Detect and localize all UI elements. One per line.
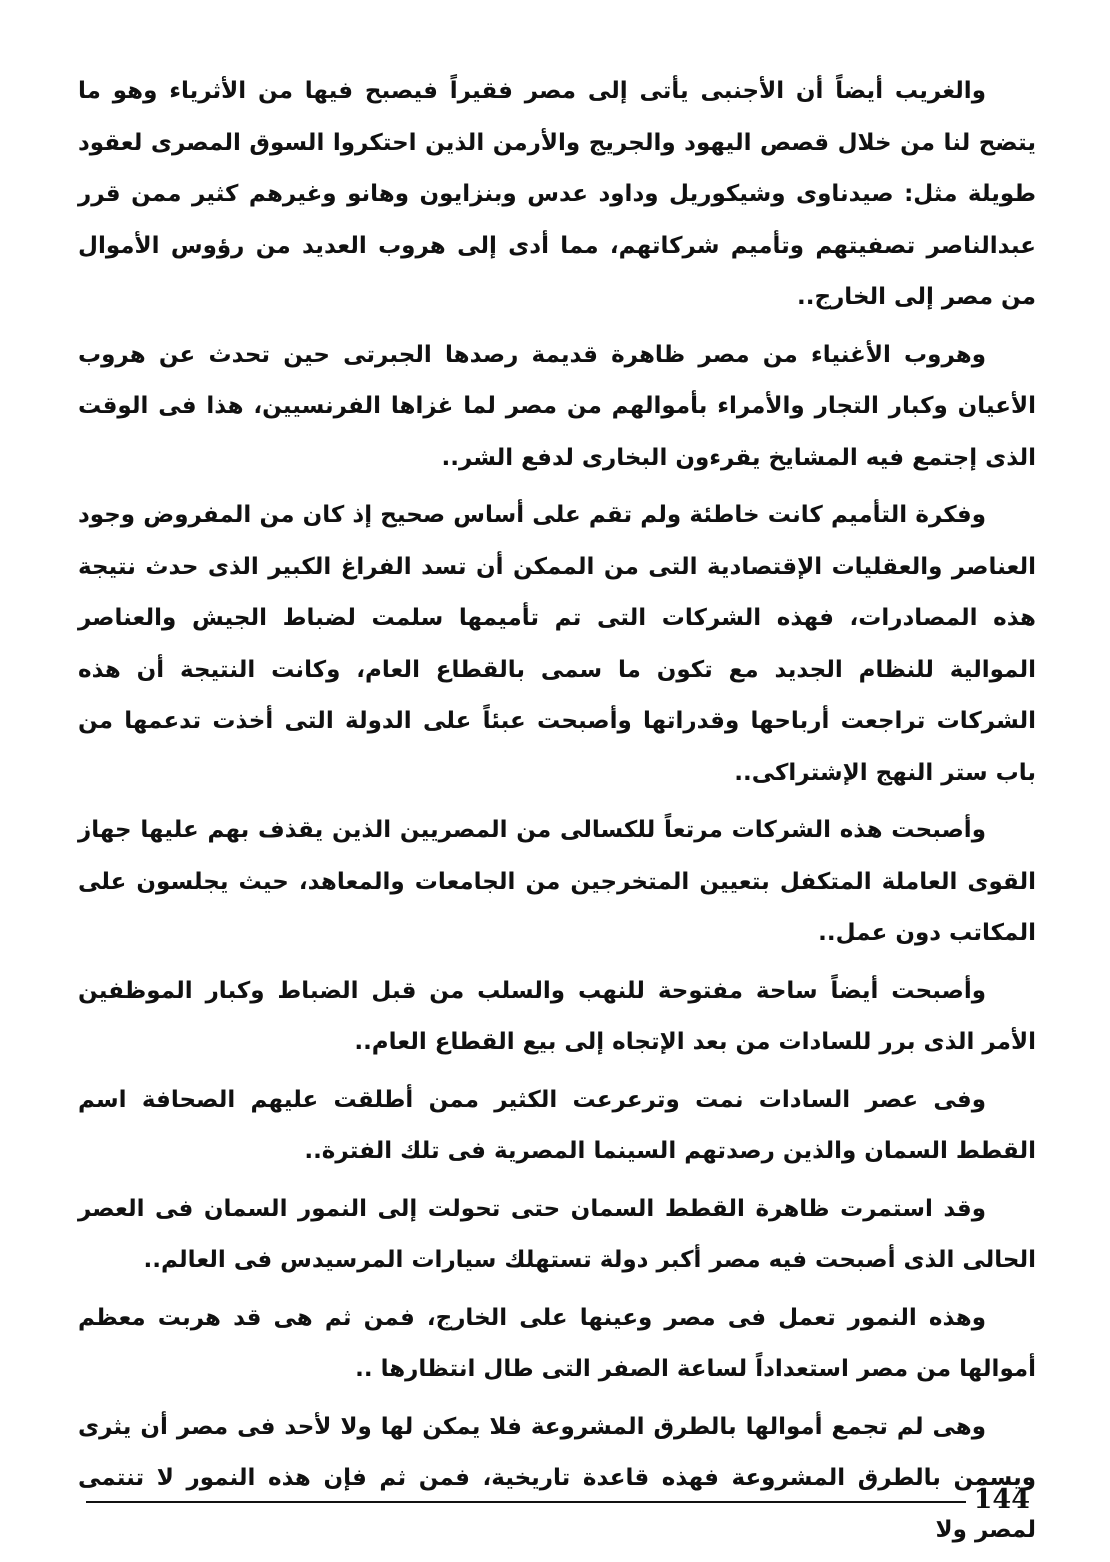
paragraph-flight-of-rich: وهروب الأغنياء من مصر ظاهرة قديمة رصدها الجبرتى حين تحدث عن هروب الأعيان وكبار التجار والأمراء بأموالهم من مصر لما غزاها الفرنسيين، هذا فى الوقت الذى إجتمع فيه المشايخ يقرءون البخارى لدفع الشر.. xyxy=(78,341,1036,471)
paragraph-foreign-wealth: والغريب أيضاً أن الأجنبى يأتى إلى مصر فقيراً فيصبح فيها من الأثرياء وهو ما يتضح لنا من خلال قصص اليهود والجريج والأرمن الذين احتكروا السوق المصرى لعقود طويلة مثل: صيدناوى وشيكوريل وداود عدس وبنزايون وهانو وغيرهم كثير ممن قرر عبدالناصر تصفيتهم وتأميم شركاتهم، مما أدى إلى هروب العديد من رؤوس الأموال من مصر إلى الخارج.. xyxy=(78,78,1036,310)
paragraph-public-companies: وأصبحت هذه الشركات مرتعاً للكسالى من المصريين الذين يقذف بهم عليها جهاز القوى العاملة المتكفل بتعيين المتخرجين من الجامعات والمعاهد، حيث يجلسون على المكاتب دون عمل.. xyxy=(78,817,1036,946)
paragraph-nationalization: وفكرة التأميم كانت خاطئة ولم تقم على أساس صحيح إذ كان من المفروض وجود العناصر والعقليات الإقتصادية التى من الممكن أن تسد الفراغ الكبير الذى حدث نتيجة هذه المصادرات، فهذه الشركات التى تم تأميمها سلمت لضباط الجيش والعناصر الموالية للنظام الجديد مع تكون ما سمى بالقطاع العام، وكانت النتيجة أن هذه الشركات تراجعت أرباحها وقدراتها وأصبحت عبئاً على الدولة التى أخذت تدعمها من باب ستر النهج الإشتراكى.. xyxy=(78,502,1036,786)
page-number: 144 xyxy=(973,1484,1030,1515)
paragraph-illegitimate-wealth: وهى لم تجمع أموالها بالطرق المشروعة فلا يمكن لها ولا لأحد فى مصر أن يثرى ويسمن بالطرق المشروعة فهذه قاعدة تاريخية، فمن ثم فإن هذه النمور لا تنتمى لمصر ولا xyxy=(78,1413,1036,1543)
paragraph-tigers-abroad: وهذه النمور تعمل فى مصر وعينها على الخارج، فمن ثم هى قد هربت معظم أموالها من مصر استعداداً لساعة الصفر التى طال انتظارها .. xyxy=(78,1304,1036,1382)
document-page xyxy=(78,66,1036,1562)
paragraph-fat-tigers: وقد استمرت ظاهرة القطط السمان حتى تحولت إلى النمور السمان فى العصر الحالى الذى أصبحت فيه مصر أكبر دولة تستهلك سيارات المرسيدس فى العالم.. xyxy=(78,1195,1036,1273)
paragraph-looting: وأصبحت أيضاً ساحة مفتوحة للنهب والسلب من قبل الضباط وكبار الموظفين الأمر الذى برر للسادات من بعد الإتجاه إلى بيع القطاع العام.. xyxy=(78,977,1036,1055)
footer-rule xyxy=(86,1501,966,1503)
paragraph-sadat-era: وفى عصر السادات نمت وترعرعت الكثير ممن أطلقت عليهم الصحافة اسم القطط السمان والذين رصدتهم السينما المصرية فى تلك الفترة.. xyxy=(78,1086,1036,1164)
page-footer xyxy=(86,1480,1030,1520)
